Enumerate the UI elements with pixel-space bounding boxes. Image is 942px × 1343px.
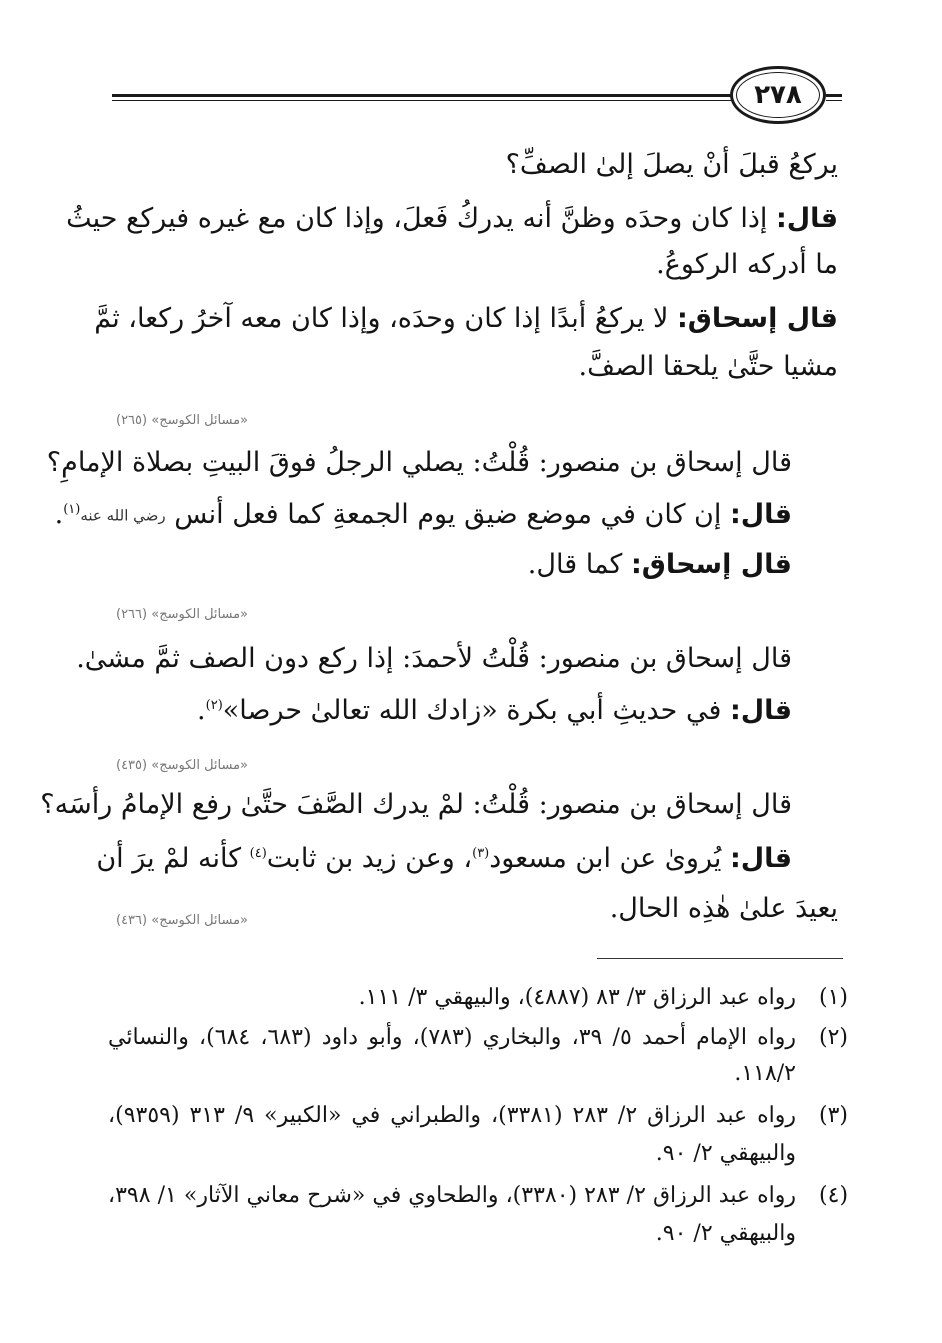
text-line: يعيدَ علىٰ هٰذِه الحال.: [609, 893, 838, 924]
footnote-marker: (٤): [249, 846, 267, 861]
speaker-label: قال:: [729, 695, 792, 726]
speaker-label: قال إسحاق:: [677, 303, 838, 334]
speaker-label: قال إسحاق:: [631, 549, 792, 580]
footnote-continuation: والبيهقي ٢/ ٩٠.: [655, 1221, 796, 1246]
text-line: قال: يُروىٰ عن ابن مسعود$^{(٣)}$، وعن زيد بن ثابت$^{(٤)}$ كأنه لمْ يرَ أن: [96, 843, 792, 874]
text-line: قال إسحاق بن منصور: قُلْتُ لأحمدَ: إذا ركع دون الصف ثمَّ مشىٰ.: [76, 643, 792, 674]
source-reference: «مسائل الكوسج» (٤٣٥): [116, 758, 249, 773]
source-reference: «مسائل الكوسج» (٢٦٦): [116, 607, 249, 622]
text-line: يركعُ قبلَ أنْ يصلَ إلىٰ الصفِّ؟: [505, 149, 838, 180]
page-number: ٢٧٨: [730, 66, 826, 124]
footnote-divider: [597, 958, 843, 959]
text-line: قال إسحاق: كما قال.: [527, 549, 792, 580]
footnote-number: (١): [818, 985, 848, 1010]
source-reference: «مسائل الكوسج» (٢٦٥): [116, 413, 249, 428]
footnote: (٤)رواه عبد الرزاق ٢/ ٢٨٣ (٣٣٨٠)، والطحاوي في «شرح معاني الآثار» ١/ ٣٩٨،: [108, 1178, 848, 1214]
speaker-label: قال:: [729, 843, 792, 874]
speaker-label: قال:: [775, 203, 838, 234]
footnote-number: (٤): [819, 1183, 849, 1208]
footnote-continuation: ١١٨/٢.: [734, 1061, 796, 1086]
text-line: قال: في حديثِ أبي بكرة «زادك الله تعالىٰ حرصا»$^{(٢)}$.: [197, 695, 792, 726]
text-line: قال إسحاق بن منصور: قُلْتُ: لمْ يدرك الصَّفَ حتَّىٰ رفع الإمامُ رأسَه؟: [40, 789, 792, 820]
source-reference: «مسائل الكوسج» (٤٣٦): [116, 913, 249, 928]
text-line: قال: إن كان في موضع ضيق يوم الجمعةِ كما فعل أنس رضي الله عنه$^{(١)}$.: [54, 499, 792, 530]
footnote-marker: (١): [63, 502, 81, 517]
text-line: قال: إذا كان وحدَه وظنَّ أنه يدركُ فَعلَ، وإذا كان مع غيره فيركع حيثُ: [66, 203, 838, 234]
footnote-marker: (٢): [205, 698, 223, 713]
speaker-label: قال:: [729, 499, 792, 530]
text-line: مشيا حتَّىٰ يلحقا الصفَّ.: [578, 351, 838, 382]
text-line: قال إسحاق بن منصور: قُلْتُ: يصلي الرجلُ فوقَ البيتِ بصلاة الإمامِ؟: [46, 447, 792, 478]
footnote-number: (٣): [818, 1103, 848, 1128]
footnote-number: (٢): [819, 1025, 849, 1050]
footnote: (٢)رواه الإمام أحمد ٥/ ٣٩، والبخاري (٧٨٣)، وأبو داود (٦٨٣، ٦٨٤)، والنسائي: [108, 1020, 848, 1056]
footnote-continuation: والبيهقي ٢/ ٩٠.: [655, 1141, 796, 1166]
footnote: (٣)رواه عبد الرزاق ٢/ ٢٨٣ (٣٣٨١)، والطبراني في «الكبير» ٩/ ٣١٣ (٩٣٥٩)،: [108, 1098, 848, 1134]
text-line: قال إسحاق: لا يركعُ أبدًا إذا كان وحدَه، وإذا كان معه آخرُ ركعا، ثمَّ: [94, 303, 838, 334]
footnote-marker: (٣): [472, 846, 490, 861]
footnote: (١)رواه عبد الرزاق ٣/ ٨٣ (٤٨٨٧)، والبيهقي ٣/ ١١١.: [359, 980, 848, 1016]
text-line: ما أدركه الركوعُ.: [656, 249, 838, 280]
honorific-glyph: رضي الله عنه: [80, 506, 166, 525]
